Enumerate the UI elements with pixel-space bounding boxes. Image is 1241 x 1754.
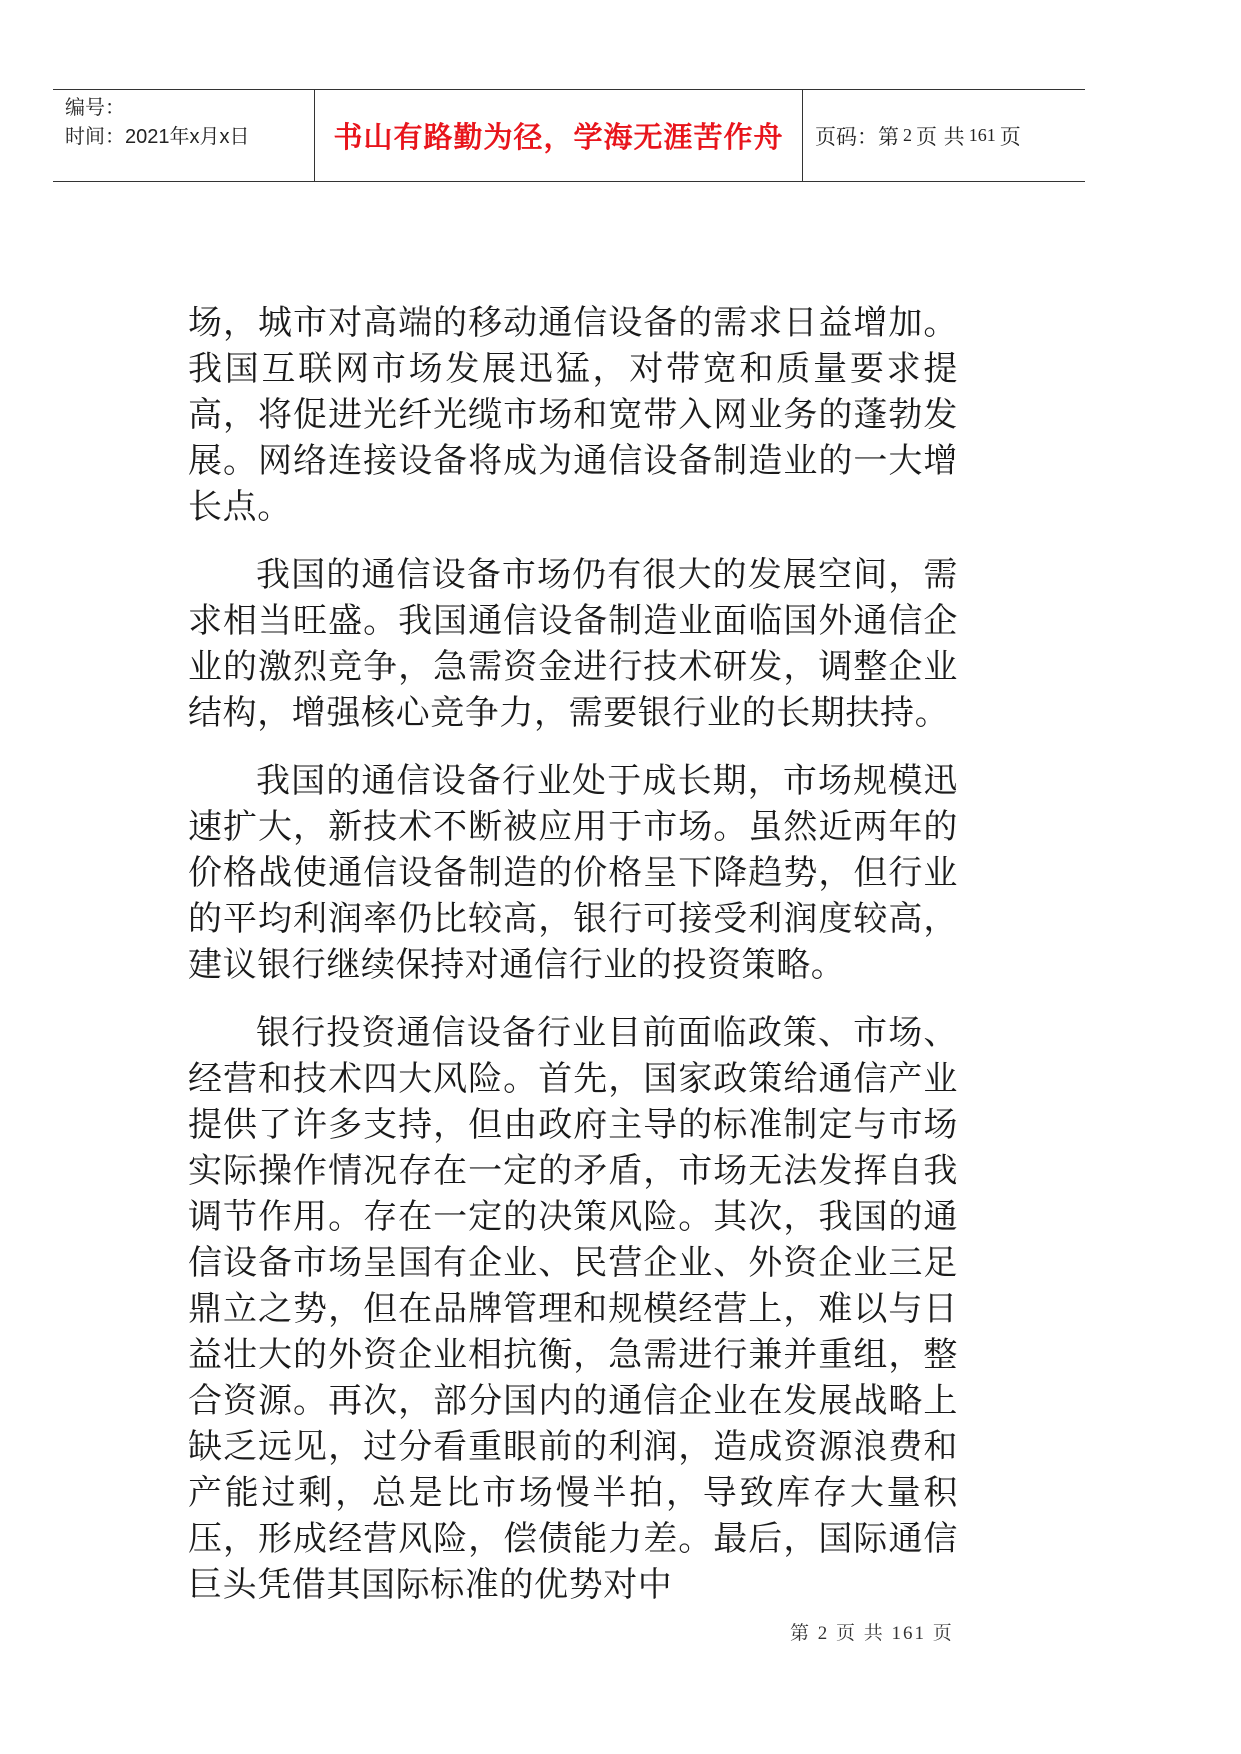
page-total: 161 xyxy=(968,125,996,145)
page-current: 2 xyxy=(903,125,912,145)
page-footer: 第 2 页 共 161 页 xyxy=(790,1623,954,1644)
serial-number-label: 编号： xyxy=(65,97,125,119)
page-header xyxy=(53,89,1085,182)
header-meta xyxy=(53,90,315,181)
page-label-suffix: 页 xyxy=(999,124,1021,149)
document-body xyxy=(188,300,958,1630)
paragraph: 银行投资通信设备行业目前面临政策、市场、经营和技术四大风险。首先，国家政策给通信产业提供了许多支持，但由政府主导的标准制定与市场实际操作情况存在一定的矛盾，市场无法发挥自我调节作用。存在一定的决策风险。其次，我国的通信设备市场呈国有企业、民营企业、外资企业三足鼎立之势，但在品牌管理和规模经营上，难以与日益壮大的外资企业相抗衡，急需进行兼并重组，整合资源。再次，部分国内的通信企业在发展战略上缺乏远见，过分看重眼前的利润，造成资源浪费和产能过剩，总是比市场慢半拍，导致库存大量积压，形成经营风险，偿债能力差。最后，国际通信巨头凭借其国际标准的优势对中 xyxy=(188,1013,958,1605)
page-label-mid: 页 共 xyxy=(916,124,965,149)
page-label-prefix: 页码：第 xyxy=(815,124,899,149)
date-label: 时间：2021年x月x日 xyxy=(65,126,250,148)
paragraph: 我国的通信设备市场仍有很大的发展空间，需求相当旺盛。我国通信设备制造业面临国外通信企业的激烈竞争，急需资金进行技术研发，调整企业结构，增强核心竞争力，需要银行业的长期扶持。 xyxy=(188,555,958,733)
paragraph: 场，城市对高端的移动通信设备的需求日益增加。我国互联网市场发展迅猛，对带宽和质量要求提高，将促进光纤光缆市场和宽带入网业务的蓬勃发展。网络连接设备将成为通信设备制造业的一大增长点。 xyxy=(188,303,958,527)
header-page-info xyxy=(803,90,1085,181)
paragraph: 我国的通信设备行业处于成长期，市场规模迅速扩大，新技术不断被应用于市场。虽然近两年的价格战使通信设备制造的价格呈下降趋势，但行业的平均利润率仍比较高，银行可接受利润度较高，建议银行继续保持对通信行业的投资策略。 xyxy=(188,761,958,985)
header-motto: 书山有路勤为径，学海无涯苦作舟 xyxy=(315,90,803,181)
